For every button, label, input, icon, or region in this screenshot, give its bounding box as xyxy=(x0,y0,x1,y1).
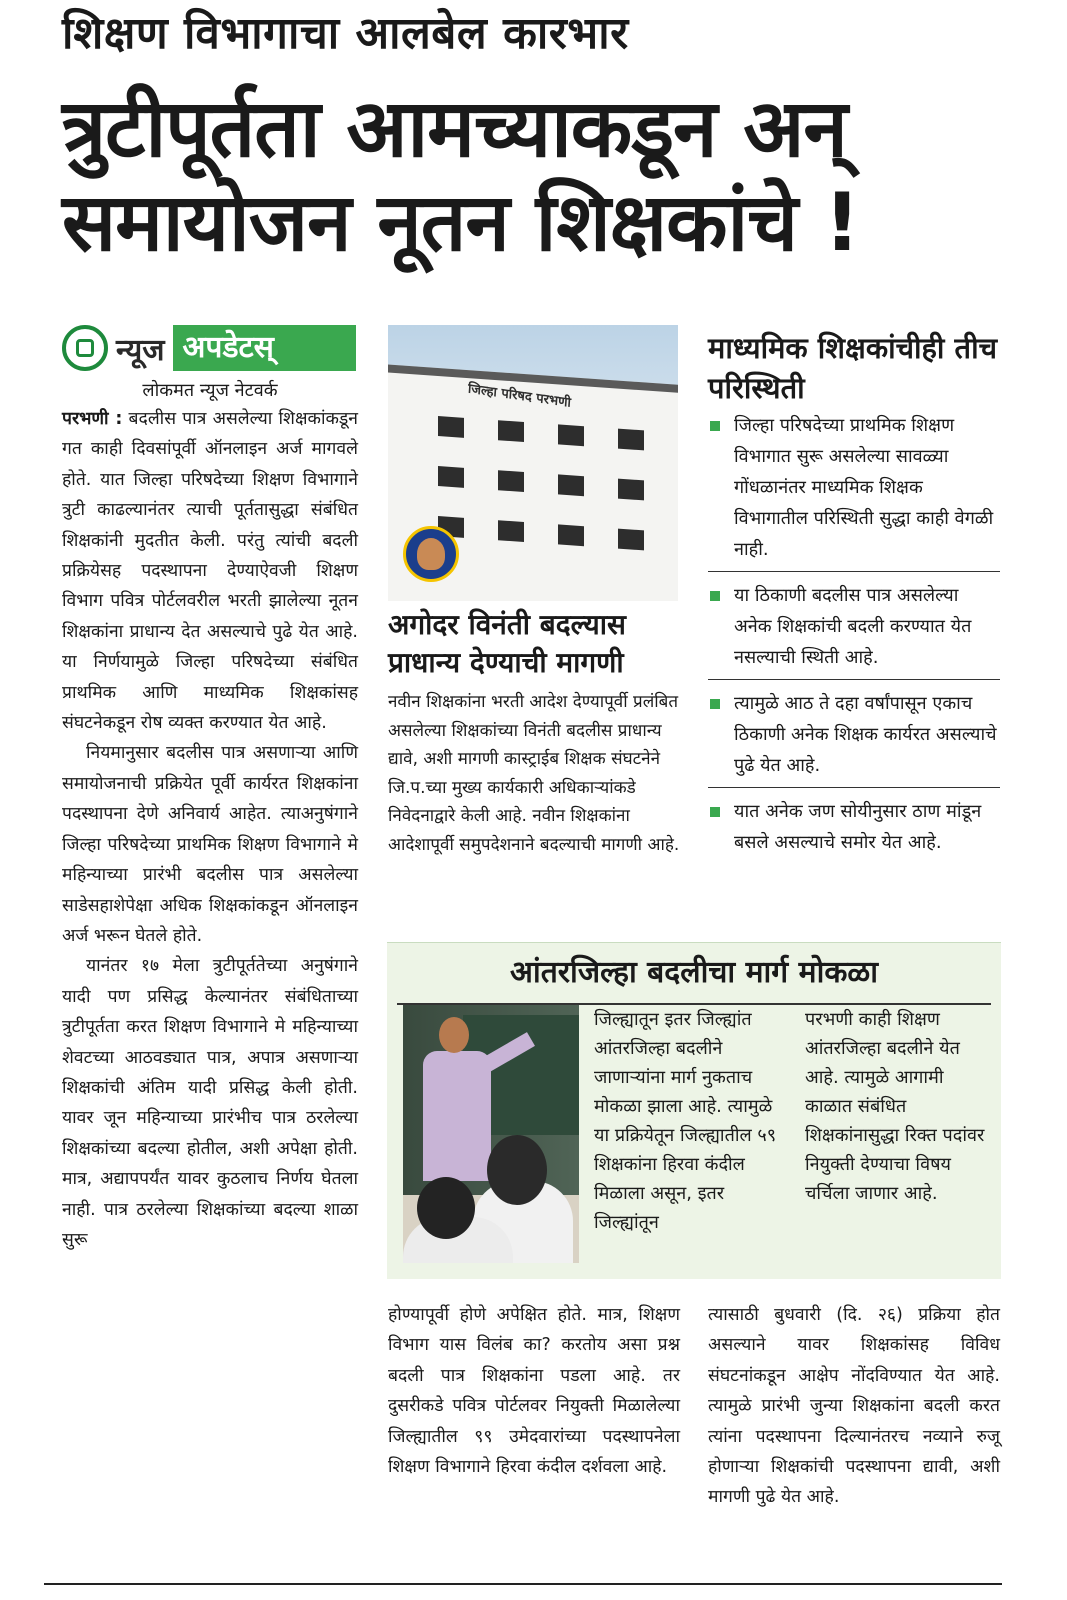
sidebar-item xyxy=(708,796,1000,864)
classroom-teacher-photo xyxy=(403,1005,579,1263)
lokmat-logo-icon xyxy=(62,325,108,371)
main-headline xyxy=(62,82,1012,270)
bullet-square-icon xyxy=(710,699,720,709)
sidebar-item-text: यात अनेक जण सोयीनुसार ठाण मांडून बसले असल्याचे समोर येत आहे. xyxy=(734,801,982,853)
main-story-column-3: त्यासाठी बुधवारी (दि. २६) प्रक्रिया होत असल्याने यावर शिक्षकांसह विविध संघटनांकडून आक्षेप नोंदविण्यात येत आहे. त्यामुळे प्रारंभी जुन्या शिक्षकांना बदली करत त्यांना पदस्थापना दिल्यानंतरच नव्याने रुजू होणाऱ्या शिक्षकांची पदस्थापना द्यावी, अशी मागणी पुढे येत आहे. xyxy=(708,1305,1000,1508)
main-story-column-1 xyxy=(62,378,358,1255)
sub-story-text: नवीन शिक्षकांना भरती आदेश देण्यापूर्वी प्रलंबित असलेल्या शिक्षकांच्या विनंती बदलीस प्राधान्य द्यावे, अशी मागणी कास्ट्राईब शिक्षक संघटनेने जि.प.च्या मुख्य कार्यकारी अधिकाऱ्यांकडे निवेदनाद्वारे केली आहे. नवीन शिक्षकांना आदेशापूर्वी समुपदेशनाने बदल्याची मागणी आहे. xyxy=(388,692,680,855)
box-title: आंतरजिल्हा बदलीचा मार्ग मोकळा xyxy=(510,955,878,990)
bullet-square-icon xyxy=(710,591,720,601)
sidebar-heading: माध्यमिक शिक्षकांचीही तीच परिस्थिती xyxy=(708,331,997,405)
headline-line-2: समायोजन नूतन शिक्षकांचे ! xyxy=(62,176,860,269)
badge-label-news: न्यूज xyxy=(116,332,165,368)
bottom-rule xyxy=(44,1583,1002,1585)
main-story-text xyxy=(62,404,358,1255)
sidebar-item xyxy=(708,410,1000,572)
paragraph-1 xyxy=(62,404,358,738)
sidebar-item-text: या ठिकाणी बदलीस पात्र असलेल्या अनेक शिक्षकांची बदली करण्यात येत नसल्याची स्थिती आहे. xyxy=(734,585,972,668)
bullet-square-icon xyxy=(710,421,720,431)
paragraph-3: यानंतर १७ मेला त्रुटीपूर्ततेच्या अनुषंगाने यादी पण प्रसिद्ध केल्यानंतर संबंधिताच्या त्रुटीपूर्तता करत शिक्षण विभागाने मे महिन्याच्या शेवटच्या आठवड्यात पात्र, अपात्र असणाऱ्या शिक्षकांची अंतिम यादी प्रसिद्ध केली होती. यावर जून महिन्याच्या प्रारंभीच पात्र ठरलेल्या शिक्षकांच्या बदल्या होतील, अशी अपेक्षा होती. मात्र, अद्यापपर्यंत यावर कुठलाच निर्णय घेतला नाही. पात्र ठरलेल्या शिक्षकांच्या बदल्या शाळा सुरू xyxy=(62,956,358,1250)
news-updates-badge xyxy=(62,324,356,372)
byline: लोकमत न्यूज नेटवर्क xyxy=(142,380,278,401)
badge-label-updates: अपडेटस् xyxy=(173,325,356,371)
box-column-2: परभणी काही शिक्षण आंतरजिल्हा बदलीने येत आहे. त्यामुळे आगामी काळात संबंधित शिक्षकांनासुद्धा रिक्त पदांवर नियुक्ती देण्याचा विषय चर्चिला जाणार आहे. xyxy=(805,1009,985,1204)
headline-line-1: त्रुटीपूर्तता आमच्याकडून अन् xyxy=(62,82,847,175)
kicker-heading: शिक्षण विभागाचा आलबेल कारभार xyxy=(62,8,629,59)
paragraph-1-text: बदलीस पात्र असलेल्या शिक्षकांकडून गत काही दिवसांपूर्वी ऑनलाइन अर्ज मागवले होते. यात जिल्हा परिषदेच्या शिक्षण विभागाने त्रुटी काढल्यानंतर त्याची पूर्ततासुद्धा संबंधित शिक्षकांनी मुदतीत केली. परंतु त्यांची बदली प्रक्रियेसह पदस्थापना देण्याऐवजी शिक्षण विभाग पवित्र पोर्टलवरील भरती झालेल्या नूतन शिक्षकांना प्राधान्य देत असल्याचे पुढे येत आहे. या निर्णयामुळे जिल्हा परिषदेच्या संबंधित प्राथमिक आणि माध्यमिक शिक्षकांसह संघटनेकडून रोष व्यक्त करण्यात येत आहे. xyxy=(62,409,358,734)
box-column-1: जिल्ह्यातून इतर जिल्ह्यांत आंतरजिल्हा बदलीने जाणाऱ्यांना मार्ग नुकताच मोकळा झाला आहे. त्यामुळे या प्रक्रियेतून जिल्ह्यातील ५९ शिक्षकांना हिरवा कंदील मिळाला असून, इतर जिल्ह्यांतून xyxy=(594,1009,777,1233)
sidebar-item xyxy=(708,688,1000,788)
sidebar-item-text: जिल्हा परिषदेच्या प्राथमिक शिक्षण विभागात सुरू असलेल्या सावळ्या गोंधळानंतर माध्यमिक शिक्षक विभागातील परिस्थिती सुद्धा काही वेगळी नाही. xyxy=(734,415,994,560)
sidebar-item-text: त्यामुळे आठ ते दहा वर्षांपासून एकाच ठिकाणी अनेक शिक्षक कार्यरत असल्याचे पुढे येत आहे. xyxy=(734,693,997,776)
paragraph-2: नियमानुसार बदलीस पात्र असणाऱ्या आणि समायोजनाची प्रक्रियेत पूर्वी कार्यरत शिक्षकांना पदस्थापना देणे अनिवार्य आहेत. त्याअनुषंगाने जिल्हा परिषदेच्या प्राथमिक शिक्षण विभागाने मे महिन्याच्या प्रारंभी बदलीस पात्र असलेल्या साडेसहाशेपेक्षा अधिक शिक्षकांकडून ऑनलाइन अर्ज भरून घेतले होते. xyxy=(62,743,358,946)
dateline: परभणी : xyxy=(62,409,123,429)
building-sign: जिल्हा परिषद परभणी xyxy=(467,381,572,411)
main-story-column-2: होण्यापूर्वी होणे अपेक्षित होते. मात्र, शिक्षण विभाग यास विलंब का? करतोय असा प्रश्न बदली पात्र शिक्षकांना पडला आहे. तर दुसरीकडे पवित्र पोर्टलवर नियुक्ती मिळालेल्या जिल्ह्यातील ९९ उमेदवारांच्या पदस्थापनेला शिक्षण विभागाने हिरवा कंदील दर्शवला आहे. xyxy=(388,1305,680,1478)
watermark-avatar-icon xyxy=(403,526,459,582)
inter-district-transfer-box xyxy=(387,942,1001,1279)
sub-story-heading: अगोदर विनंती बदल्यास प्राधान्य देण्याची मागणी xyxy=(388,608,626,679)
sidebar-list xyxy=(708,410,1000,872)
bullet-square-icon xyxy=(710,807,720,817)
sidebar-item xyxy=(708,580,1000,680)
